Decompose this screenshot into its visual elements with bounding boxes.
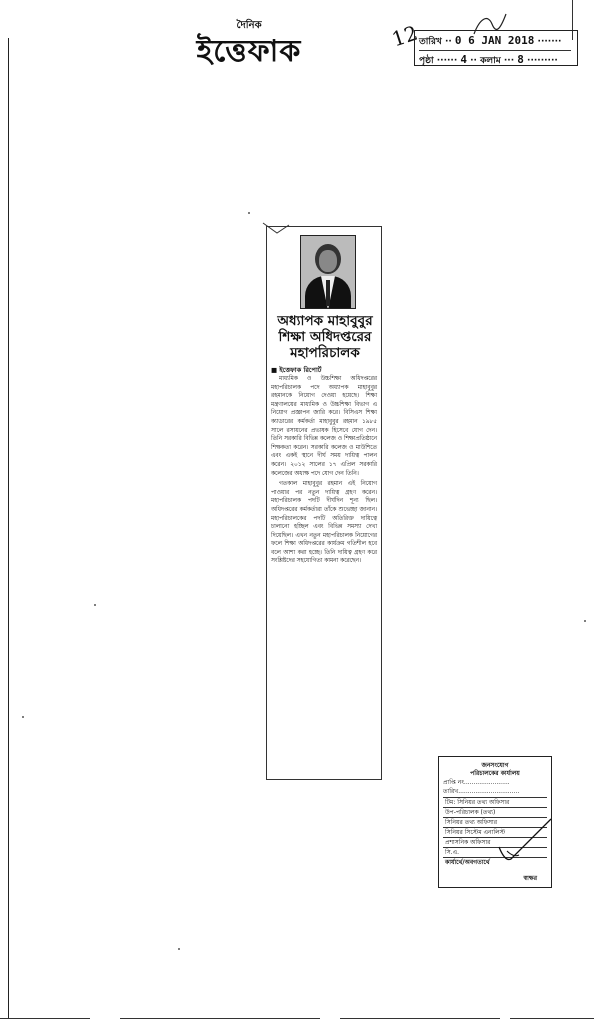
routing-row: সি.এ. <box>443 847 547 857</box>
article-body <box>271 375 377 568</box>
scan-speck <box>178 948 180 950</box>
checkmark-signature-icon <box>493 817 553 873</box>
routing-row: টিম: সিনিয়র তথ্য অফিসার <box>443 797 547 807</box>
column-label: কলাম <box>480 56 501 66</box>
newspaper-masthead <box>184 18 314 69</box>
scan-speck <box>94 604 96 606</box>
headline-line-3: মহাপরিচালক <box>290 345 360 361</box>
article-headline <box>275 313 375 361</box>
article-paragraph: মাধ্যমিক ও উচ্চশিক্ষা অধিদপ্তরের মহাপরিচালক পদে অধ্যাপক মাহাবুবুর রহমানকে নিয়োগ দেওয়া হয়েছে। শিক্ষা মন্ত্রণালয়ের মাধ্যমিক ও উচ্চশিক্ষা বিভাগ এ নিয়োগ প্রজ্ঞাপন জারি করে। বিসিএস শিক্ষা ক্যাডারের কর্মকর্তা মাহাবুবুর রহমান ১৯৮৫ সালে রসায়নের প্রভাষক হিসেবে যোগ দেন। তিনি সরকারি বিভিন্ন কলেজ ও শিক্ষাপ্রতিষ্ঠানে শিক্ষকতা করেন। সরকারি কলেজ ও মাউশিতে এবং একই স্থানে দীর্ঘ সময় দায়িত্ব পালন করেন। ২০১২ সালের ১৭ এপ্রিল সরকারি কলেজের অধ্যক্ষ পদে যোগ দেন তিনি। <box>271 376 377 477</box>
routing-row: প্রশাসনিক অফিসার <box>443 837 547 847</box>
page-column-row: পৃষ্ঠা ······ 4 ·· কলাম ··· 8 ········· <box>419 50 571 68</box>
routing-signature-label: স্বাক্ষর <box>523 875 537 882</box>
routing-subtitle: পরিচালকের কার্যালয় <box>470 770 520 777</box>
scan-speck <box>22 716 24 718</box>
page-label: পৃষ্ঠা <box>419 56 434 66</box>
routing-date-line: তারিখ................................ <box>443 788 520 795</box>
page-bottom-border <box>0 1012 594 1024</box>
handwritten-stamp-number: 12 <box>388 20 421 52</box>
news-clipping <box>266 226 382 780</box>
article-paragraph: গতকাল মাহাবুবুর রহমান এই নিয়োগ পাওয়ার পর নতুন দায়িত্ব গ্রহণ করেন। মহাপরিচালক পদটি দীর্ঘদিন শূন্য ছিল। অধিদপ্তরের কর্মকর্তারা তাঁকে শুভেচ্ছা জানান। মহাপরিচালকের পদটি অতিরিক্ত দায়িত্বে চালানো হচ্ছিল এবং বিভিন্ন সমস্যা দেখা দিয়েছিল। এখন নতুন মহাপরিচালক নিয়োগের ফলে শিক্ষা অধিদপ্তরের কার্যক্রম গতিশীল হবে বলে আশা করা হচ্ছে। তিনি দায়িত্ব গ্রহণ করে সংশ্লিষ্টদের সহযোগিতা কামনা করেছেন। <box>271 481 377 565</box>
column-value: 8 <box>517 53 524 66</box>
headline-line-2: শিক্ষা অধিদপ্তরের <box>278 329 372 345</box>
page-value: 4 <box>460 53 467 66</box>
routing-slip-stamp <box>438 756 552 888</box>
masthead-daily-label: দৈনিক <box>236 20 262 31</box>
date-stamp-box <box>414 30 578 66</box>
routing-receipt-line: প্রাপ্তি নং........................ <box>443 779 510 786</box>
portrait-photo <box>300 235 356 309</box>
date-value: 0 6 JAN 2018 <box>454 34 535 47</box>
scan-speck <box>584 620 586 622</box>
date-label: তারিখ <box>419 37 442 47</box>
page-left-border <box>8 38 9 1018</box>
article-byline: ■ ইত্তেফাক রিপোর্ট <box>271 366 322 374</box>
routing-row: উপ-পরিচালক (তথ্য) <box>443 807 547 817</box>
scan-speck <box>248 212 250 214</box>
routing-row: সিনিয়র তথ্য অফিসার <box>443 817 547 827</box>
routing-action-row: কার্যার্থে/অবগতার্থে <box>443 857 547 867</box>
clipping-tear-mark <box>261 221 291 235</box>
routing-row: সিনিয়র সিস্টেম এনালিস্ট <box>443 827 547 837</box>
headline-line-1: অধ্যাপক মাহাবুবুর <box>277 313 373 329</box>
date-row: তারিখ ·· 0 6 JAN 2018 ······· <box>419 34 562 47</box>
masthead-title: ইত্তেফাক <box>196 34 302 69</box>
routing-title: জনসংযোগ <box>481 762 509 769</box>
